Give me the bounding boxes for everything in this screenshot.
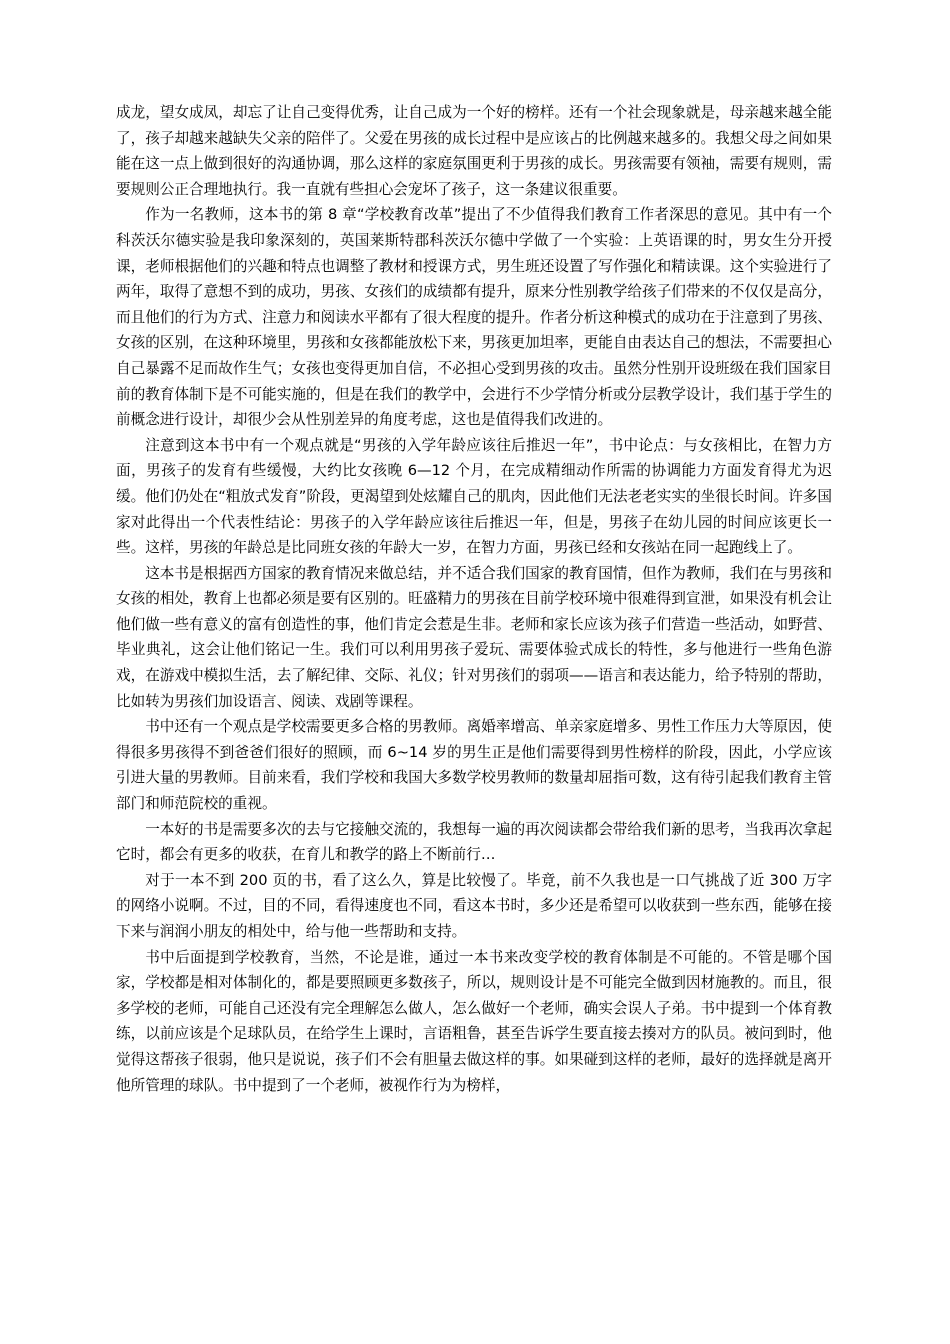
paragraph-3: 注意到这本书中有一个观点就是“男孩的入学年龄应该往后推迟一年”，书中论点：与女孩相比，在智力方面，男孩子的发育有些缓慢，大约比女孩晚 6—12 个月，在完成精细动作所需的协调能力方面发育得尤为迟缓。他们仍处在“粗放式发育”阶段，更渴望到处炫耀自己的肌肉，因此他们无法老老实实的坐很长时间。许多国家对此得出一个代表性结论：男孩子的入学年龄应该往后推迟一年，但是，男孩子在幼儿园的时间应该更长一些。这样，男孩的年龄总是比同班女孩的年龄大一岁，在智力方面，男孩已经和女孩站在同一起跑线上了。 [116, 436, 832, 557]
paragraph-7: 对于一本不到 200 页的书，看了这么久，算是比较慢了。毕竟，前不久我也是一口气挑战了近 300 万字的网络小说啊。不过，目的不同，看得速度也不同，看这本书时，多少还是希望可以收获到一些东西，能够在接下来与润润小朋友的相处中，给与他一些帮助和支持。 [116, 871, 832, 940]
paragraph-1: 成龙，望女成凤，却忘了让自己变得优秀，让自己成为一个好的榜样。还有一个社会现象就是，母亲越来越全能了，孩子却越来越缺失父亲的陪伴了。父爱在男孩的成长过程中是应该占的比例越来越多的。我想父母之间如果能在这一点上做到很好的沟通协调，那么这样的家庭氛围更利于男孩的成长。男孩需要有领袖，需要有规则，需要规则公正合理地执行。我一直就有些担心会宠坏了孩子，这一条建议很重要。 [116, 104, 832, 198]
paragraph-2: 作为一名教师，这本书的第 8 章“学校教育改革”提出了不少值得我们教育工作者深思的意见。其中有一个科茨沃尔德实验是我印象深刻的，英国莱斯特郡科茨沃尔德中学做了一个实验：上英语课的时，男女生分开授课，老师根据他们的兴趣和特点也调整了教材和授课方式，男生班还设置了写作强化和精读课。这个实验进行了两年，取得了意想不到的成功，男孩、女孩们的成绩都有提升，原来分性别教学给孩子们带来的不仅仅是高分，而且他们的行为方式、注意力和阅读水平都有了很大程度的提升。作者分析这种模式的成功在于注意到了男孩、女孩的区别，在这种环境里，男孩和女孩都能放松下来，男孩更加坦率，更能自由表达自己的想法，不需要担心自己暴露不足而故作生气；女孩也变得更加自信，不必担心受到男孩的攻击。虽然分性别开设班级在我们国家目前的教育体制下是不可能实施的，但是在我们的教学中，会进行不少学情分析或分层教学设计，我们基于学生的前概念进行设计，却很少会从性别差异的角度考虑，这也是值得我们改进的。 [116, 206, 832, 429]
paragraph-6: 一本好的书是需要多次的去与它接触交流的，我想每一遍的再次阅读都会带给我们新的思考，当我再次拿起它时，都会有更多的收获，在育儿和教学的路上不断前行… [116, 820, 832, 864]
document-page [116, 100, 832, 1098]
paragraph-5: 书中还有一个观点是学校需要更多合格的男教师。离婚率增高、单亲家庭增多、男性工作压力大等原因，使得很多男孩得不到爸爸们很好的照顾，而 6~14 岁的男生正是他们需要得到男性榜样的阶段，因此，小学应该引进大量的男教师。目前来看，我们学校和我国大多数学校男教师的数量却屈指可数，这有待引起我们教育主管部门和师范院校的重视。 [116, 718, 832, 813]
paragraph-4: 这本书是根据西方国家的教育情况来做总结，并不适合我们国家的教育国情，但作为教师，我们在与男孩和女孩的相处，教育上也都必须是要有区别的。旺盛精力的男孩在目前学校环境中很难得到宣泄，如果没有机会让他们做一些有意义的富有创造性的事，他们肯定会惹是生非。老师和家长应该为孩子们营造一些活动，如野营、毕业典礼，这会让他们铭记一生。我们可以利用男孩子爱玩、需要体验式成长的特性，多与他进行一些角色游戏，在游戏中模拟生活，去了解纪律、交际、礼仪；针对男孩们的弱项——语言和表达能力，给予特别的帮助，比如转为男孩们加设语言、阅读、戏剧等课程。 [116, 564, 832, 710]
paragraph-8: 书中后面提到学校教育，当然，不论是谁，通过一本书来改变学校的教育体制是不可能的。不管是哪个国家，学校都是相对体制化的，都是要照顾更多数孩子，所以，规则设计是不可能完全做到因材施教的。而且，很多学校的老师，可能自己还没有完全理解怎么做人，怎么做好一个老师，确实会误人子弟。书中提到一个体育教练，以前应该是个足球队员，在给学生上课时，言语粗鲁，甚至告诉学生要直接去揍对方的队员。被问到时，他觉得这帮孩子很弱，他只是说说，孩子们不会有胆量去做这样的事。如果碰到这样的老师，最好的选择就是离开他所管理的球队。书中提到了一个老师，被视作行为为榜样， [116, 948, 832, 1094]
